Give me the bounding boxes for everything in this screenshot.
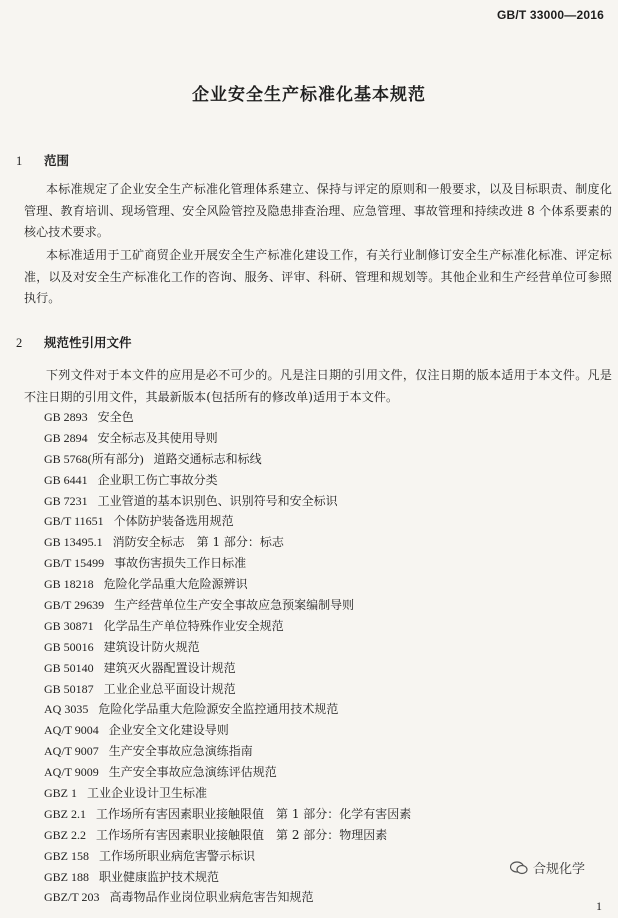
reference-title: 工作场所有害因素职业接触限值 第 2 部分：物理因素 — [96, 827, 388, 842]
reference-item — [44, 470, 564, 491]
reference-item — [44, 574, 564, 595]
chat-bubble-icon — [510, 861, 528, 875]
section-2-number: 2 — [16, 336, 23, 350]
reference-item — [44, 595, 564, 616]
reference-title: 事故伤害损失工作日标准 — [114, 556, 247, 571]
reference-title: 安全色 — [97, 410, 134, 424]
reference-code: GBZ 1 — [44, 786, 77, 801]
reference-title: 个体防护装备选用规范 — [113, 514, 234, 529]
section-1-number: 1 — [16, 154, 23, 168]
reference-code: GB 2893 — [44, 410, 88, 424]
reference-code: GBZ 2.1 — [44, 806, 86, 821]
reference-item — [44, 887, 564, 908]
reference-code: GBZ/T 203 — [44, 890, 100, 905]
reference-title: 危险化学品重大危险源安全监控通用技术规范 — [98, 702, 339, 717]
reference-code: GB 30871 — [44, 618, 94, 633]
reference-code: GB/T 11651 — [44, 514, 104, 529]
reference-code: AQ/T 9004 — [44, 723, 99, 738]
reference-item — [44, 804, 564, 825]
reference-code: GBZ 2.2 — [44, 827, 86, 842]
reference-item — [44, 491, 564, 512]
reference-item — [44, 553, 564, 574]
standard-code: GB/T 33000—2016 — [496, 8, 604, 22]
reference-title: 道路交通标志和标线 — [153, 451, 262, 466]
reference-item — [44, 637, 564, 658]
reference-code: GB/T 15499 — [44, 556, 105, 571]
reference-title: 消防安全标志 第 1 部分：标志 — [112, 535, 284, 550]
reference-code: AQ/T 9007 — [44, 744, 99, 759]
reference-item — [44, 511, 564, 532]
section-1-paragraph-2: 本标准适用于工矿商贸企业开展安全生产标准化建设工作，有关行业制修订安全生产标准化标准、评定标准，以及对安全生产标准化工作的咨询、服务、评审、科研、管理和规划等。其他企业和生产经营单位可参照执行。 — [24, 248, 612, 305]
reference-code: GB 2894 — [44, 430, 88, 445]
reference-item — [44, 658, 564, 679]
reference-item — [44, 407, 564, 428]
reference-title: 高毒物品作业岗位职业病危害告知规范 — [109, 890, 314, 905]
reference-title: 工业企业总平面设计规范 — [103, 681, 236, 696]
watermark — [510, 858, 585, 877]
reference-list — [44, 407, 564, 908]
reference-item — [44, 616, 564, 637]
reference-code: GB 50140 — [44, 660, 94, 675]
reference-title: 职业健康监护技术规范 — [99, 869, 220, 884]
reference-item — [44, 741, 564, 762]
reference-code: GB 18218 — [44, 577, 94, 592]
reference-item — [44, 762, 564, 783]
reference-code: GBZ 158 — [44, 848, 89, 863]
reference-item — [44, 825, 564, 846]
reference-code: GB 13495.1 — [44, 535, 103, 550]
reference-title: 工业企业设计卫生标准 — [87, 786, 208, 801]
document-title: 企业安全生产标准化基本规范 — [192, 85, 426, 105]
reference-item — [44, 428, 564, 449]
reference-title: 企业职工伤亡事故分类 — [97, 472, 218, 487]
reference-title: 工业管道的基本识别色、识别符号和安全标识 — [97, 493, 338, 508]
reference-title: 建筑灭火器配置设计规范 — [103, 660, 236, 675]
reference-item — [44, 679, 564, 700]
watermark-text: 合规化学 — [533, 862, 586, 877]
reference-item — [44, 783, 564, 804]
section-2-intro: 下列文件对于本文件的应用是必不可少的。凡是注日期的引用文件，仅注日期的版本适用于本文件。凡是不注日期的引用文件，其最新版本(包括所有的修改单)适用于本文件。 — [24, 368, 612, 404]
reference-title: 企业安全文化建设导则 — [108, 723, 229, 738]
section-1-paragraph-1: 本标准规定了企业安全生产标准化管理体系建立、保持与评定的原则和一般要求，以及目标职责、制度化管理、教育培训、现场管理、安全风险管控及隐患排查治理、应急管理、事故管理和持续改进 8 个体系要素的核心技术要求。 — [24, 182, 612, 239]
reference-code: GB 50016 — [44, 639, 94, 654]
reference-code: GB/T 29639 — [44, 598, 105, 613]
section-2-heading — [16, 333, 132, 351]
reference-title: 危险化学品重大危险源辨识 — [103, 577, 248, 592]
reference-code: AQ/T 9009 — [44, 765, 99, 780]
reference-item — [44, 532, 564, 553]
reference-title: 工作场所职业病危害警示标识 — [99, 848, 256, 863]
section-1-title: 范围 — [44, 153, 70, 168]
reference-code: GBZ 188 — [44, 869, 89, 884]
section-2-title: 规范性引用文件 — [44, 335, 132, 350]
reference-item — [44, 449, 564, 470]
section-1-heading — [16, 151, 69, 169]
reference-item — [44, 699, 564, 720]
reference-item — [44, 720, 564, 741]
reference-title: 生产安全事故应急演练评估规范 — [108, 765, 277, 780]
reference-code: GB 50187 — [44, 681, 94, 696]
reference-title: 生产经营单位生产安全事故应急预案编制导则 — [114, 598, 355, 613]
page-number: 1 — [596, 899, 602, 913]
reference-code: GB 7231 — [44, 493, 88, 508]
reference-title: 安全标志及其使用导则 — [97, 430, 218, 445]
reference-code: AQ 3035 — [44, 702, 89, 717]
reference-item — [44, 867, 564, 888]
reference-code: GB 6441 — [44, 472, 88, 487]
reference-title: 化学品生产单位特殊作业安全规范 — [103, 618, 284, 633]
reference-title: 建筑设计防火规范 — [103, 639, 200, 654]
reference-code: GB 5768(所有部分) — [44, 451, 144, 466]
reference-item — [44, 846, 564, 867]
reference-title: 生产安全事故应急演练指南 — [108, 744, 253, 759]
reference-title: 工作场所有害因素职业接触限值 第 1 部分：化学有害因素 — [96, 806, 412, 821]
